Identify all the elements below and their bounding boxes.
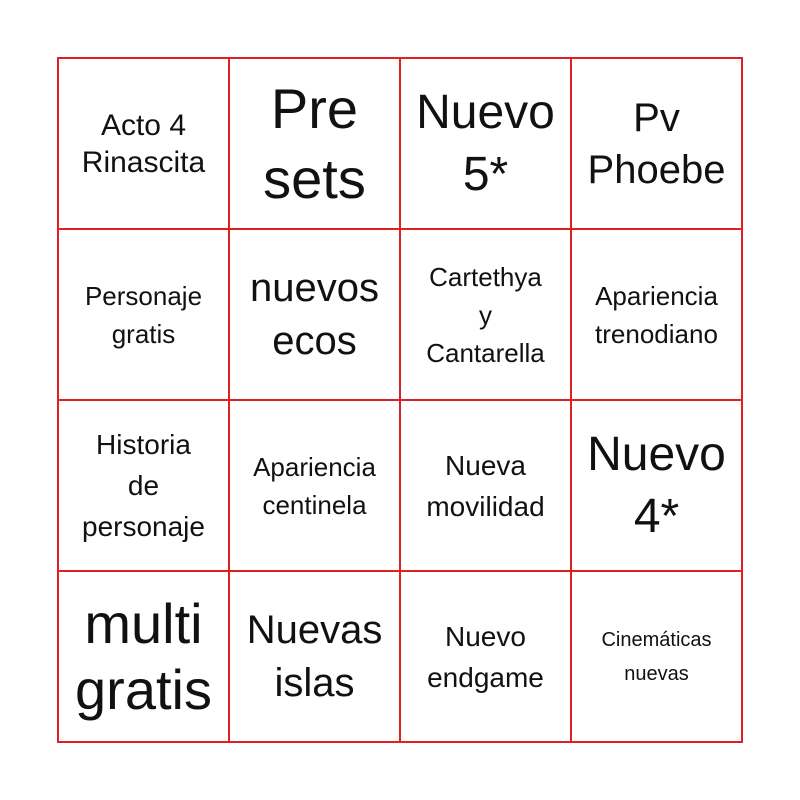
cell-label: nuevos ecos xyxy=(250,265,379,363)
cell-label: Apariencia trenodiano xyxy=(595,280,718,349)
bingo-cell[interactable] xyxy=(572,230,743,401)
cell-label: Nueva movilidad xyxy=(426,449,545,522)
bingo-cell[interactable] xyxy=(59,401,230,572)
bingo-cell[interactable] xyxy=(230,59,401,230)
cell-label: Cartethya y Cantarella xyxy=(426,261,545,368)
bingo-cell[interactable] xyxy=(401,572,572,743)
cell-label: Cinemáticas nuevas xyxy=(601,628,712,685)
cell-label: Nuevas islas xyxy=(246,607,383,705)
bingo-cell[interactable] xyxy=(59,59,230,230)
bingo-cell[interactable] xyxy=(59,572,230,743)
bingo-cell[interactable] xyxy=(572,572,743,743)
cell-label: Nuevo 4* xyxy=(587,427,726,543)
cell-label: Pv Phoebe xyxy=(587,95,726,192)
bingo-cell[interactable] xyxy=(401,230,572,401)
bingo-cell[interactable] xyxy=(230,572,401,743)
bingo-cell[interactable] xyxy=(572,59,743,230)
cell-label: Pre sets xyxy=(263,76,366,210)
cell-label: Acto 4 Rinascita xyxy=(81,108,206,179)
bingo-cell[interactable] xyxy=(401,401,572,572)
cell-label: Historia de personaje xyxy=(82,429,205,542)
bingo-board xyxy=(57,57,743,743)
cell-label: multi gratis xyxy=(75,591,212,721)
cell-label: Nuevo endgame xyxy=(427,620,544,693)
bingo-cell[interactable] xyxy=(230,401,401,572)
cell-label: Apariencia centinela xyxy=(253,451,376,520)
cell-label: Personaje gratis xyxy=(84,280,203,349)
bingo-cell[interactable] xyxy=(230,230,401,401)
cell-label: Nuevo 5* xyxy=(416,85,555,201)
bingo-cell[interactable] xyxy=(59,230,230,401)
bingo-cell[interactable] xyxy=(572,401,743,572)
bingo-cell[interactable] xyxy=(401,59,572,230)
